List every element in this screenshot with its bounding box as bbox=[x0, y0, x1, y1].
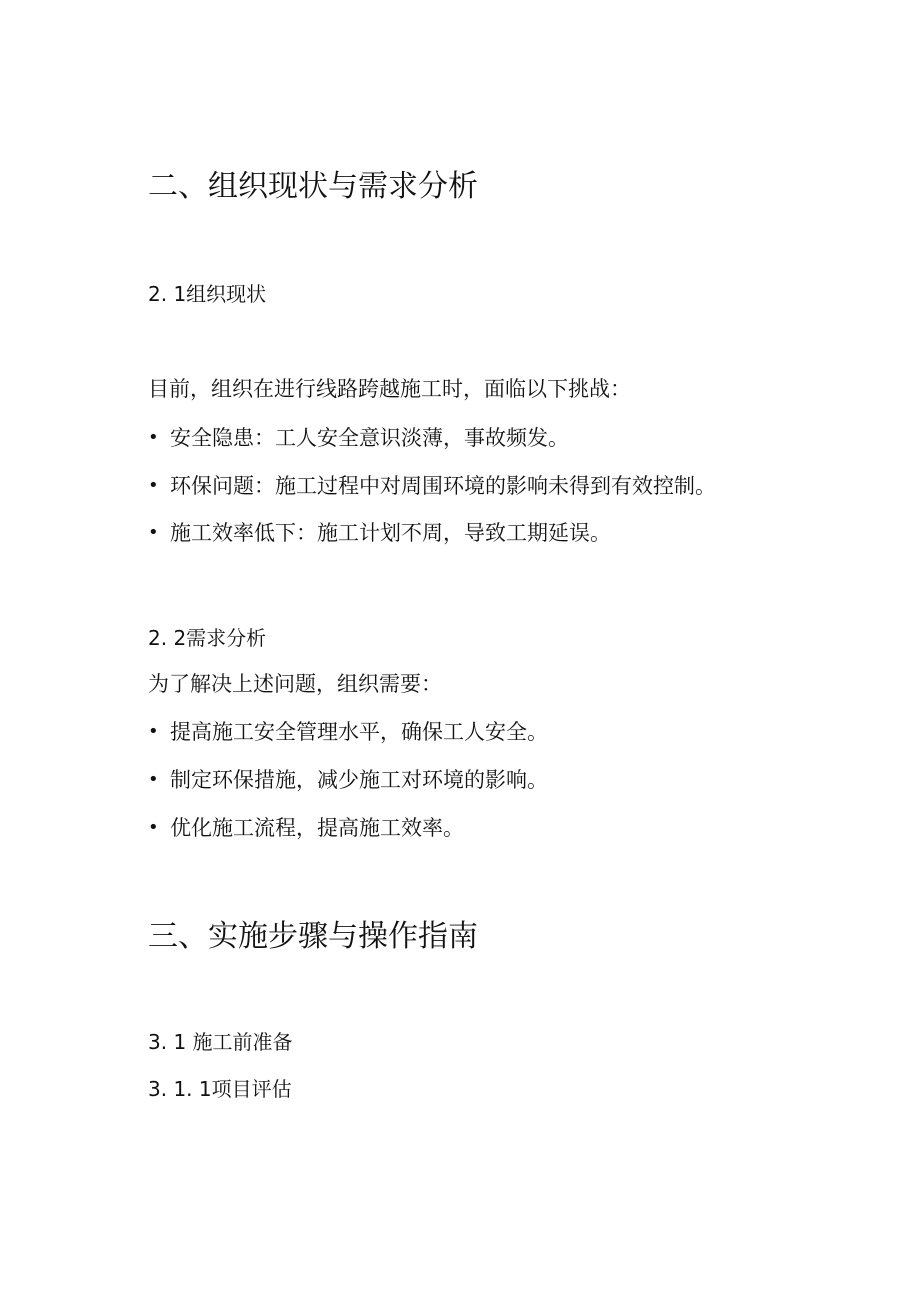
section-2-heading: 二、组织现状与需求分析 bbox=[148, 169, 478, 204]
bullet-icon: • bbox=[148, 475, 159, 496]
list-item-text: 环保问题：施工过程中对周围环境的影响未得到有效控制。 bbox=[170, 474, 716, 498]
section-2-1-heading: 2. 1组织现状 bbox=[148, 282, 267, 306]
section-2-1-intro: 目前，组织在进行线路跨越施工时，面临以下挑战： bbox=[148, 377, 631, 401]
bullet-icon: • bbox=[148, 427, 159, 448]
bullet-icon: • bbox=[148, 522, 159, 543]
list-item bbox=[148, 523, 611, 544]
list-item bbox=[148, 722, 548, 743]
bullet-icon: • bbox=[148, 769, 159, 790]
list-item-text: 提高施工安全管理水平，确保工人安全。 bbox=[170, 720, 548, 744]
list-item bbox=[148, 818, 464, 839]
section-3-1-1-heading: 3. 1. 1项目评估 bbox=[148, 1077, 292, 1101]
list-item-text: 施工效率低下：施工计划不周，导致工期延误。 bbox=[170, 521, 611, 545]
bullet-icon: • bbox=[148, 721, 159, 742]
list-item bbox=[148, 428, 569, 449]
section-3-heading: 三、实施步骤与操作指南 bbox=[148, 919, 478, 954]
list-item bbox=[148, 476, 716, 497]
list-item-text: 制定环保措施，减少施工对环境的影响。 bbox=[170, 768, 548, 792]
list-item-text: 安全隐患：工人安全意识淡薄，事故频发。 bbox=[170, 426, 569, 450]
section-2-2-intro: 为了解决上述问题，组织需要： bbox=[148, 672, 442, 696]
list-item-text: 优化施工流程，提高施工效率。 bbox=[170, 816, 464, 840]
section-2-2-heading: 2. 2需求分析 bbox=[148, 626, 267, 650]
section-3-1-heading: 3. 1 施工前准备 bbox=[148, 1030, 293, 1054]
list-item bbox=[148, 770, 548, 791]
bullet-icon: • bbox=[148, 817, 159, 838]
